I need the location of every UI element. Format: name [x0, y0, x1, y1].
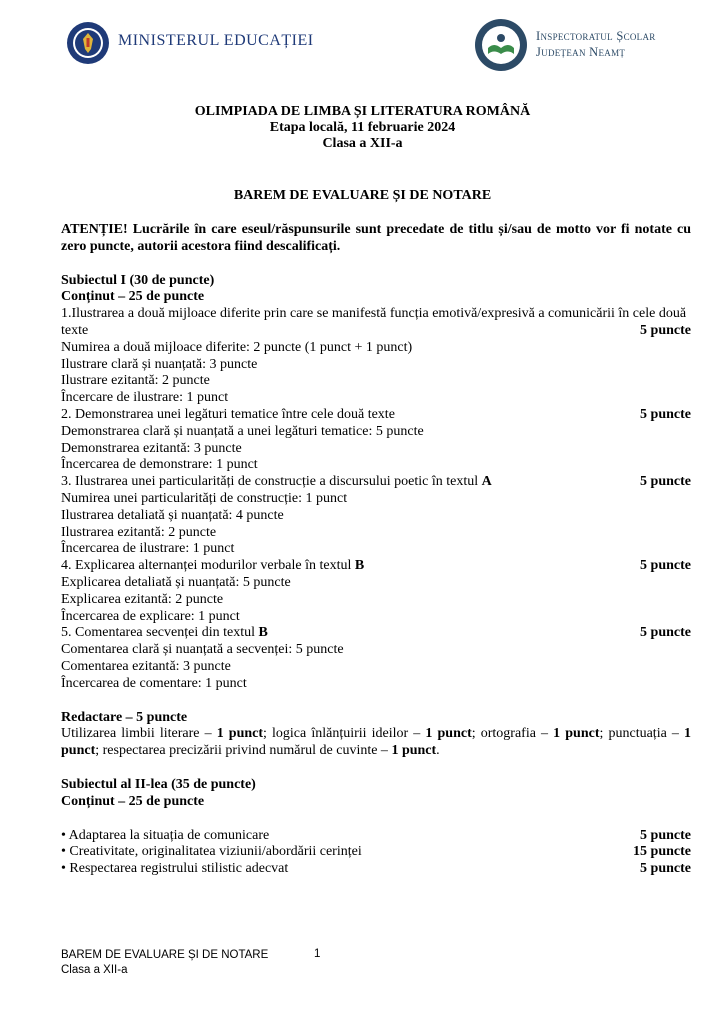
item3-line: Numirea unei particularități de construcție: 1 punct — [61, 490, 348, 506]
warning-paragraph: ATENȚIE! Lucrările în care eseul/răspunsurile sunt precedate de titlu și/sau de motto vor fi notate cu zero puncte, autorii acestora fiind descalificați. — [61, 222, 691, 254]
item1 — [61, 306, 691, 340]
item5-line: Comentarea clară și nuanțată a secvenței: 5 puncte — [61, 642, 344, 658]
redactare-text: ; punctuația – — [599, 726, 685, 742]
barem-title: BAREM DE EVALUARE ȘI DE NOTARE — [233, 188, 492, 203]
redactare-text: Utilizarea limbii literare – — [61, 726, 217, 742]
item4-points: 5 puncte — [640, 558, 691, 574]
item4 — [61, 558, 691, 575]
redactare-text: ; logica înlănțuirii ideilor – — [263, 726, 426, 742]
redactare-text: . — [436, 743, 440, 759]
redactare-title: Redactare – 5 puncte — [61, 709, 188, 725]
bullet-text: • Respectarea registrului stilistic adecvat — [61, 861, 288, 878]
item1-line: Numirea a două mijloace diferite: 2 puncte (1 punct + 1 punct) — [61, 339, 413, 355]
subject1-content-title: Conținut – 25 de puncte — [61, 289, 205, 305]
item5-text-ref: B — [258, 625, 268, 641]
item4-text: 4. Explicarea alternanței modurilor verbale în textul — [61, 558, 352, 574]
bullet-item — [61, 861, 691, 878]
redactare-points: 1 punct — [553, 726, 600, 742]
isj-name-line1: Inspectoratul Școlar — [536, 29, 656, 43]
redactare-points: 1 punct — [61, 726, 692, 759]
redactare-points: 1 punct — [216, 726, 264, 742]
item5-text: 5. Comentarea secvenței din textul — [61, 625, 255, 641]
ministry-seal-icon — [66, 21, 110, 65]
bullet-points: 5 puncte — [640, 827, 691, 843]
document-body — [61, 222, 691, 878]
page-footer — [61, 948, 268, 978]
item3-line: Încercarea de ilustrare: 1 punct — [61, 541, 235, 557]
subject2-title: Subiectul al II-lea (35 de puncte) — [61, 776, 256, 792]
subject2-content-title: Conținut – 25 de puncte — [61, 793, 205, 809]
page-header — [0, 0, 725, 90]
item2 — [61, 407, 691, 424]
redactare-text: ; respectarea precizării privind numărul de cuvinte – — [95, 743, 392, 759]
item1-line: Ilustrare clară și nuanțată: 3 puncte — [61, 356, 258, 372]
item2-line: Demonstrarea ezitantă: 3 puncte — [61, 440, 242, 456]
bullet-text: • Creativitate, originalitatea viziunii/abordării cerinței — [61, 844, 362, 861]
isj-logo-icon — [474, 18, 528, 72]
document-titles — [0, 104, 725, 152]
footer-line1: BAREM DE EVALUARE ȘI DE NOTARE — [61, 949, 269, 961]
item2-line: Demonstrarea clară și nuanțată a unei legături tematice: 5 puncte — [61, 423, 424, 439]
item4-line: Explicarea detaliată și nuanțată: 5 puncte — [61, 574, 291, 590]
item3 — [61, 474, 691, 491]
ministry-name: MINISTERUL EDUCAȚIEI — [118, 32, 314, 49]
isj-name-line2: Județean Neamț — [536, 45, 626, 59]
item5-points: 5 puncte — [640, 625, 691, 641]
item5-line: Încercarea de comentare: 1 punct — [61, 675, 247, 691]
class-title: Clasa a XII-a — [322, 136, 403, 151]
redactare-points: 1 punct — [391, 743, 437, 759]
bullet-points: 5 puncte — [640, 861, 691, 877]
subject1-title: Subiectul I (30 de puncte) — [61, 272, 215, 288]
olympiad-title: OLIMPIADA DE LIMBA ȘI LITERATURA ROMÂNĂ — [194, 104, 531, 119]
item1-line: Încercare de ilustrare: 1 punct — [61, 390, 229, 406]
item4-line: Încercarea de explicare: 1 punct — [61, 608, 240, 624]
bullet-item — [61, 844, 691, 861]
item3-line: Ilustrarea ezitantă: 2 puncte — [61, 524, 217, 540]
item3-line: Ilustrarea detaliată și nuanțată: 4 puncte — [61, 507, 284, 523]
page-number: 1 — [314, 948, 321, 960]
redactare-text: ; ortografia – — [471, 726, 554, 742]
bullet-text: • Adaptarea la situația de comunicare — [61, 828, 269, 845]
bullet-points: 15 puncte — [633, 844, 691, 860]
item1-points: 5 puncte — [640, 322, 691, 338]
redactare-paragraph — [61, 726, 691, 760]
item1-text: 1.Ilustrarea a două mijloace diferite prin care se manifestă funcția emotivă/expresivă a comunicării în cele două texte — [61, 306, 687, 338]
item5-line: Comentarea ezitantă: 3 puncte — [61, 658, 231, 674]
item5 — [61, 625, 691, 642]
redactare-points: 1 punct — [425, 726, 472, 742]
item2-text: 2. Demonstrarea unei legături tematice între cele două texte — [61, 406, 395, 422]
stage-title: Etapa locală, 11 februarie 2024 — [269, 120, 456, 135]
item4-text-ref: B — [354, 558, 365, 574]
item4-line: Explicarea ezitantă: 2 puncte — [61, 591, 224, 607]
isj-name — [536, 28, 656, 60]
item2-line: Încercarea de demonstrare: 1 punct — [61, 457, 258, 473]
item3-text: 3. Ilustrarea unei particularități de construcție a discursului poetic în textul — [61, 474, 479, 490]
item3-text-ref: A — [481, 474, 492, 490]
bullet-item — [61, 828, 691, 845]
item2-points: 5 puncte — [640, 406, 691, 422]
item1-line: Ilustrare ezitantă: 2 puncte — [61, 373, 210, 389]
footer-line2: Clasa a XII-a — [61, 964, 128, 976]
item3-points: 5 puncte — [640, 474, 691, 490]
